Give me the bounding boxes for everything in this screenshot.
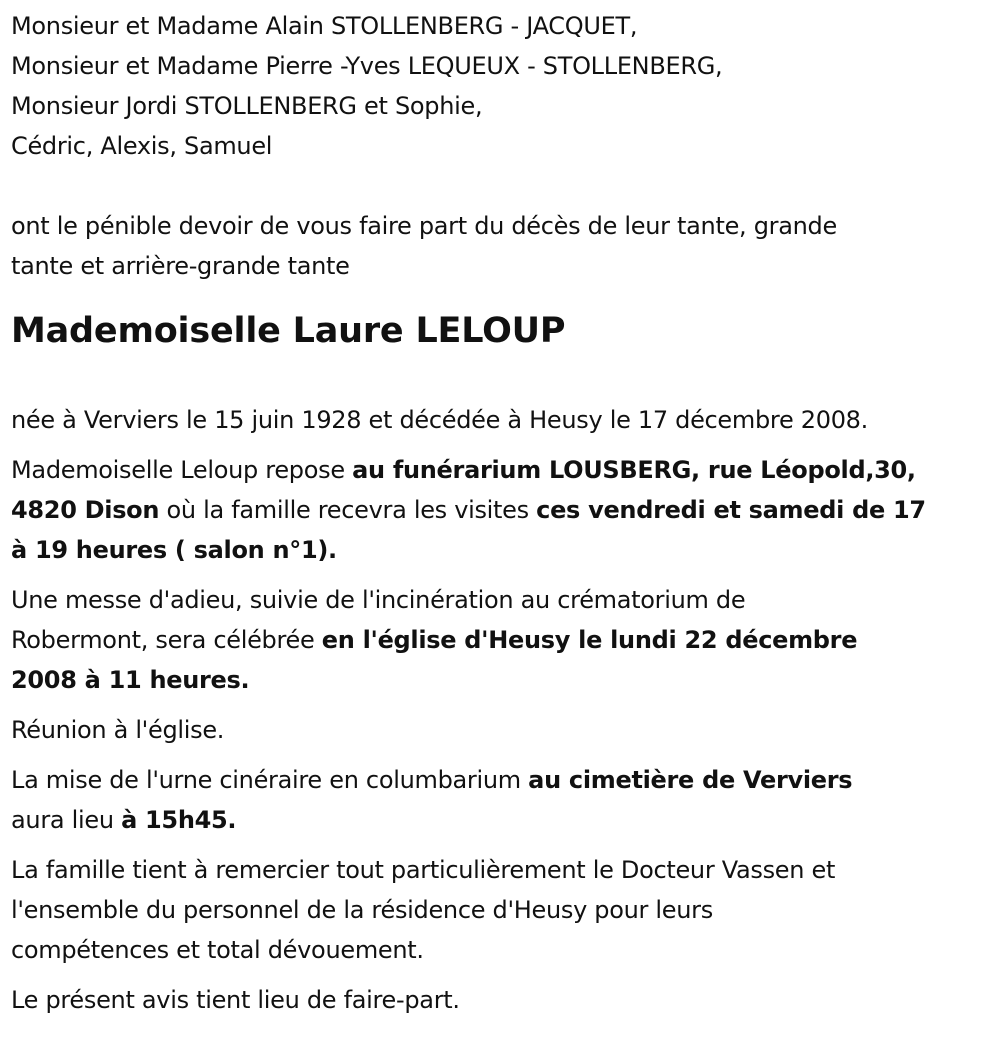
- funeral-home-city: 4820 Dison: [11, 496, 160, 524]
- viewing-text: où la famille recevra les visites: [159, 496, 537, 524]
- family-line: Monsieur Jordi STOLLENBERG et Sophie,: [11, 92, 483, 120]
- visiting-days: ces vendredi et samedi de 17: [536, 496, 926, 524]
- family-line: Monsieur et Madame Pierre -Yves LEQUEUX - STOLLENBERG,: [11, 52, 723, 80]
- urn-paragraph: [11, 760, 996, 840]
- thanks-line: compétences et total dévouement.: [11, 936, 424, 964]
- visiting-hours: à 19 heures ( salon n°1).: [11, 536, 337, 564]
- urn-text: aura lieu: [11, 806, 122, 834]
- cemetery-location: au cimetière de Verviers: [528, 766, 853, 794]
- closing-paragraph: [11, 980, 996, 1020]
- thanks-paragraph: [11, 850, 996, 970]
- viewing-text: Mademoiselle Leloup repose: [11, 456, 353, 484]
- birth-death-paragraph: [11, 400, 996, 440]
- notice-details: [11, 400, 996, 1020]
- funeral-home-address: au funérarium LOUSBERG, rue Léopold,30,: [352, 456, 916, 484]
- mass-line: [11, 620, 996, 660]
- viewing-line: [11, 530, 996, 570]
- obituary-notice: [11, 6, 996, 1030]
- mass-text: Robermont, sera célébrée: [11, 626, 322, 654]
- meeting-paragraph: [11, 710, 996, 750]
- announcement-intro: [11, 206, 996, 286]
- urn-line: [11, 800, 996, 840]
- deceased-name: Mademoiselle Laure LELOUP: [11, 311, 566, 351]
- viewing-line: [11, 450, 996, 490]
- urn-text: La mise de l'urne cinéraire en columbarium: [11, 766, 529, 794]
- mass-line: Une messe d'adieu, suivie de l'incinération au crématorium de: [11, 586, 746, 614]
- intro-line: tante et arrière-grande tante: [11, 252, 350, 280]
- family-line: Monsieur et Madame Alain STOLLENBERG - JACQUET,: [11, 12, 638, 40]
- thanks-line: La famille tient à remercier tout particulièrement le Docteur Vassen et: [11, 856, 836, 884]
- meeting-text: Réunion à l'église.: [11, 716, 225, 744]
- family-line: Cédric, Alexis, Samuel: [11, 132, 273, 160]
- viewing-paragraph: [11, 450, 996, 570]
- urn-line: [11, 760, 996, 800]
- intro-line: ont le pénible devoir de vous faire part du décès de leur tante, grande: [11, 212, 837, 240]
- mass-paragraph: [11, 580, 996, 700]
- mass-line: [11, 660, 996, 700]
- mass-time: 2008 à 11 heures.: [11, 666, 250, 694]
- closing-text: Le présent avis tient lieu de faire-part.: [11, 986, 460, 1014]
- thanks-line: l'ensemble du personnel de la résidence d'Heusy pour leurs: [11, 896, 713, 924]
- urn-time: à 15h45.: [121, 806, 237, 834]
- viewing-line: [11, 490, 996, 530]
- birth-death-text: née à Verviers le 15 juin 1928 et décédée à Heusy le 17 décembre 2008.: [11, 406, 868, 434]
- family-list: [11, 6, 996, 166]
- mass-location-date: en l'église d'Heusy le lundi 22 décembre: [321, 626, 858, 654]
